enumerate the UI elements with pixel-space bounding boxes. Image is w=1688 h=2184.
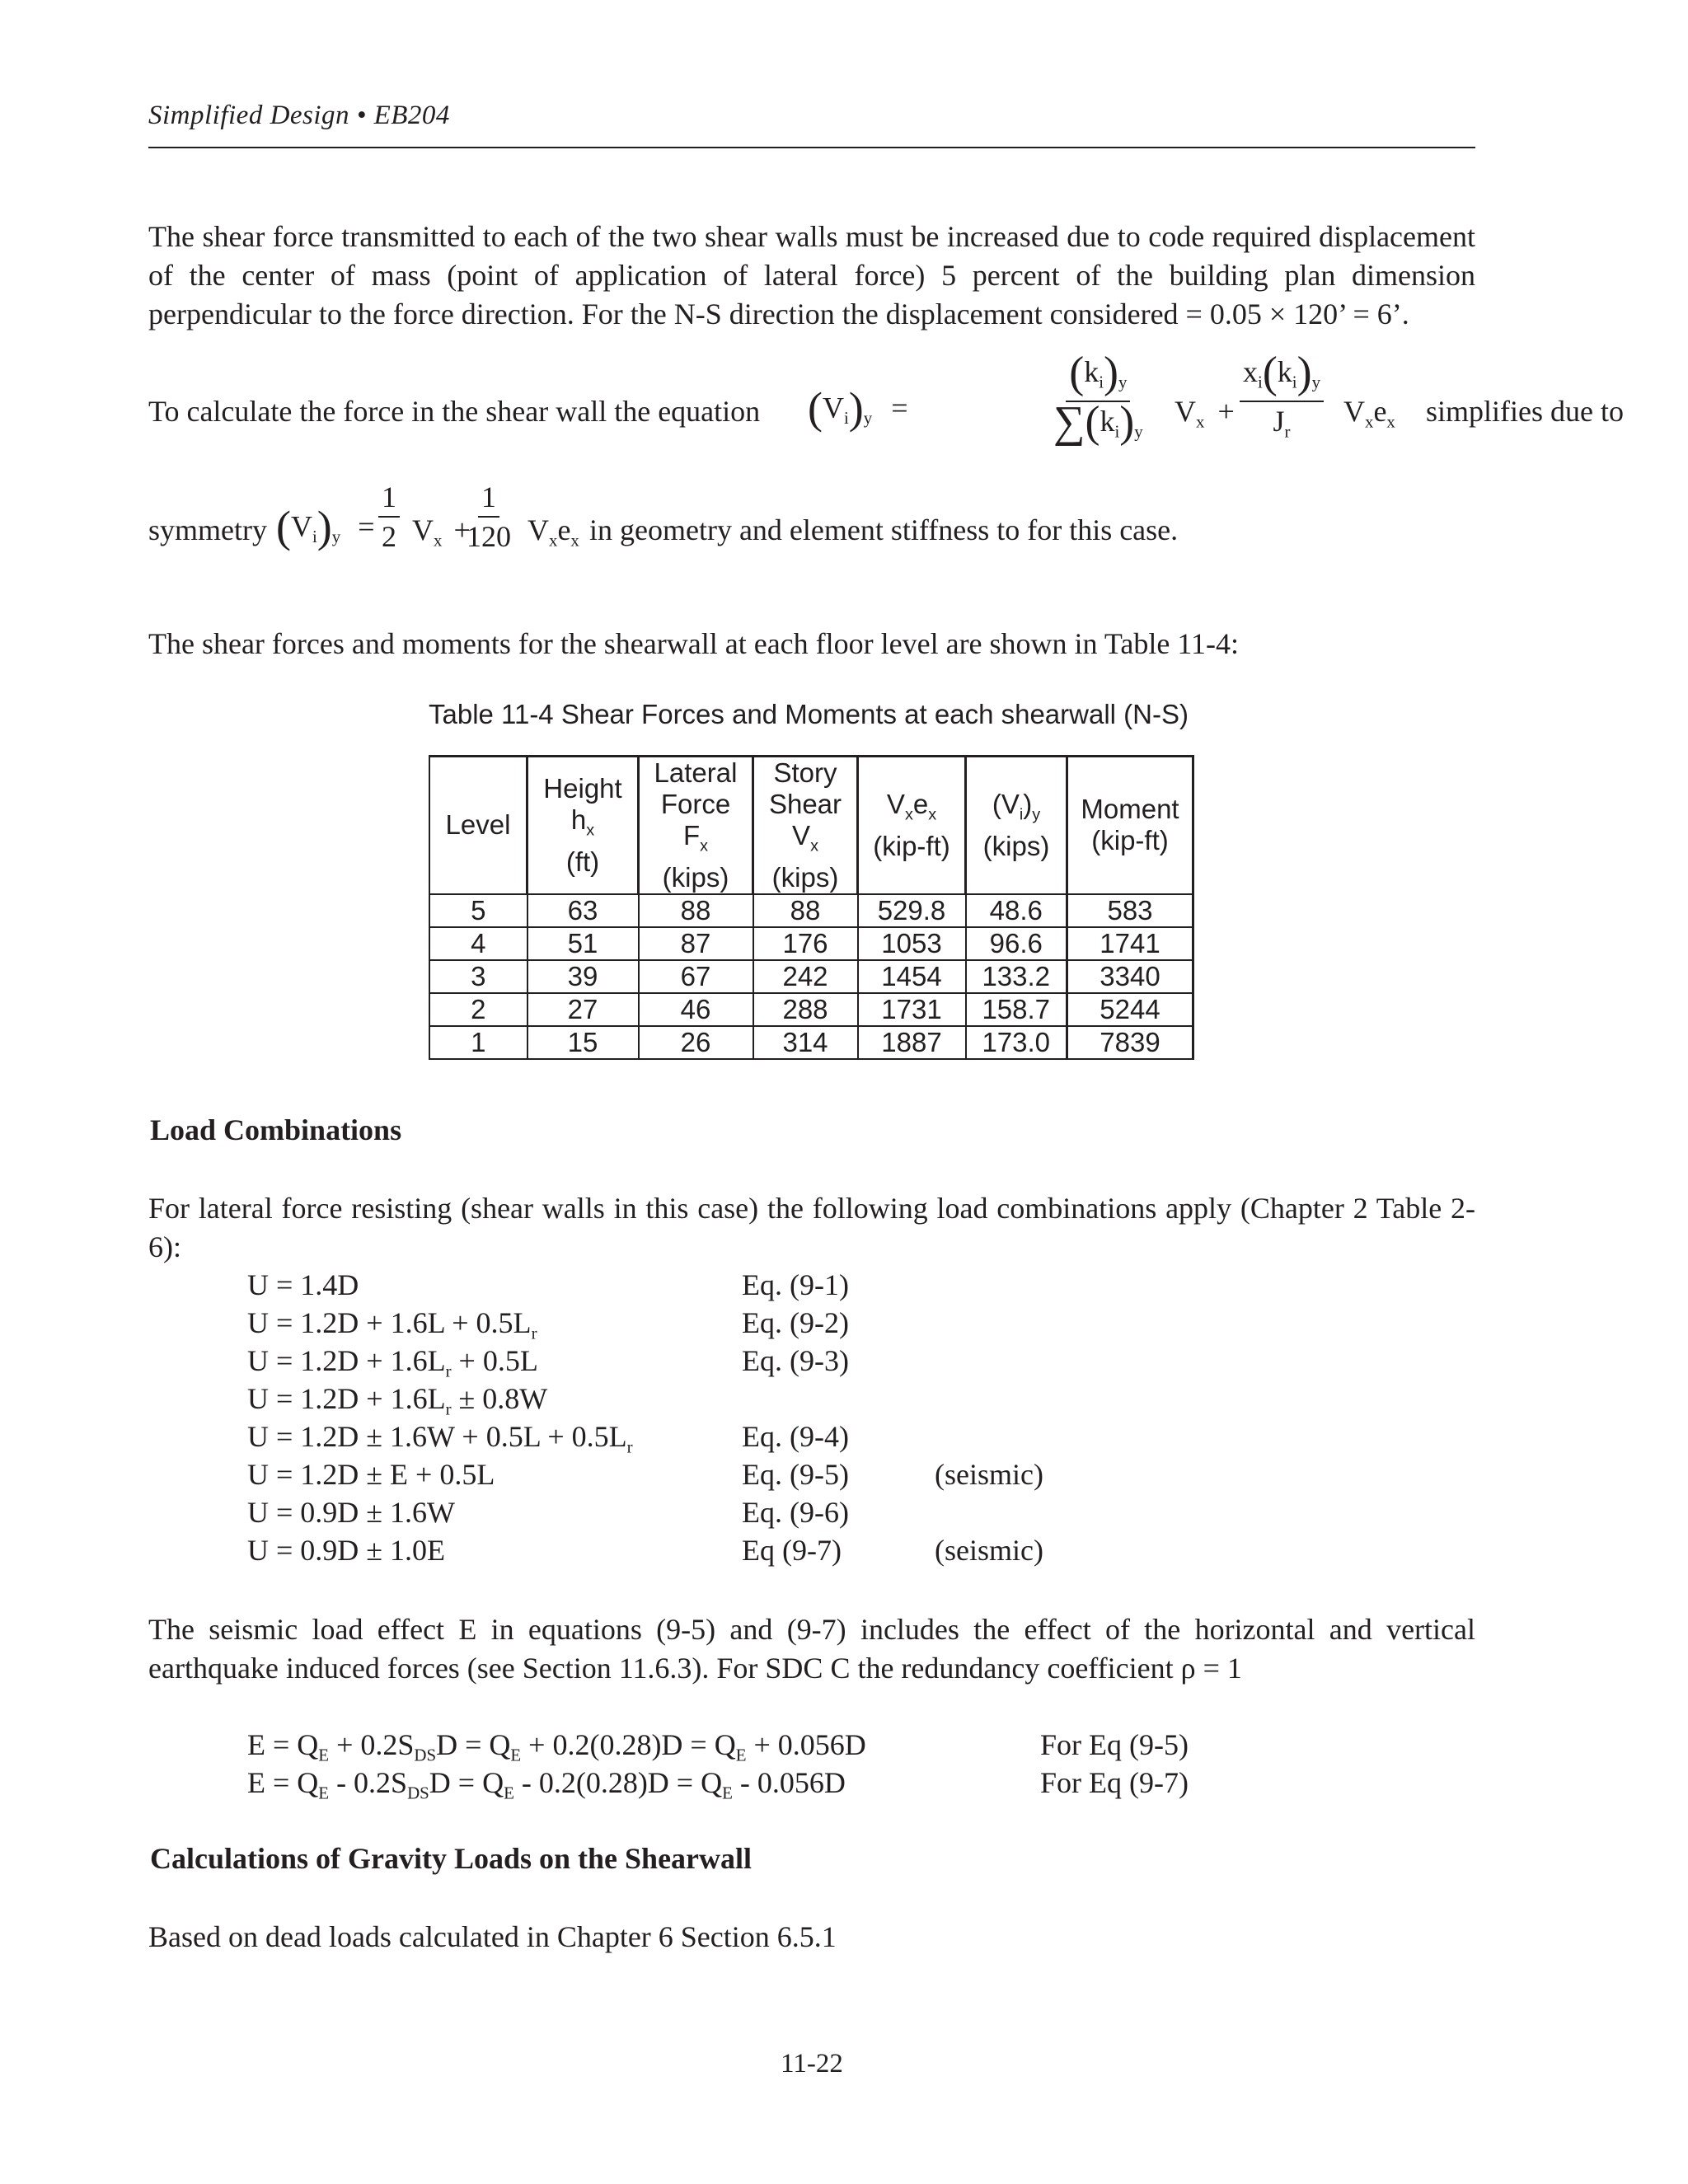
paren: (	[808, 383, 823, 433]
vxex-term	[1343, 394, 1395, 432]
load-combinations-heading: Load Combinations	[150, 1113, 402, 1146]
paren: )	[1119, 396, 1135, 447]
intro-paragraph	[148, 218, 1475, 334]
symbol-v: V	[290, 509, 312, 543]
sum-symbol: ∑	[1053, 396, 1085, 447]
numerator: 1	[478, 478, 499, 518]
cell-height: 15	[528, 1026, 639, 1059]
cell-lateral-force: 46	[639, 993, 753, 1026]
gravity-loads-text: Based on dead loads calculated in Chapter 6 Section 6.5.1	[148, 1920, 837, 1953]
header-lateral-force: Lateral Force $F_x$ (kips)	[639, 757, 753, 894]
gravity-loads-heading: Calculations of Gravity Loads on the Shearwall	[150, 1842, 753, 1875]
table-header-row	[429, 757, 1193, 894]
numerator: 1	[378, 478, 400, 518]
fraction-torsion	[1236, 347, 1327, 451]
paren: (	[1069, 347, 1085, 397]
table-row	[429, 1026, 1193, 1059]
fraction-half	[375, 478, 403, 555]
cell-story-shear: 242	[753, 960, 858, 993]
sub-i: i	[312, 526, 317, 546]
cell-viy: 96.6	[966, 927, 1067, 960]
seismic-equation-ref: For Eq (9-7)	[1040, 1766, 1189, 1799]
cell-story-shear: 88	[753, 894, 858, 927]
table-row	[429, 993, 1193, 1026]
cell-moment: 583	[1067, 894, 1193, 927]
table-row	[429, 894, 1193, 927]
sub-i: i	[1099, 372, 1104, 392]
cell-height: 27	[528, 993, 639, 1026]
cell-vxex: 1731	[858, 993, 966, 1026]
symbol-k: k	[1084, 355, 1100, 388]
cell-viy: 173.0	[966, 1026, 1067, 1059]
load-combo-eq: U = 0.9D ± 1.0E	[247, 1534, 446, 1567]
load-combo-ref: Eq. (9-4)	[742, 1420, 849, 1453]
cell-lateral-force: 67	[639, 960, 753, 993]
symmetry-trailing-text: in geometry and element stiffness to for this case.	[589, 513, 1179, 546]
sub-y: y	[1311, 372, 1321, 392]
sub-i: i	[843, 407, 849, 428]
seismic-line-2: earthquake induced forces (see Section 11.6.3). For SDC C the redundancy coefficient ρ = 1	[148, 1652, 1242, 1685]
cell-lateral-force: 26	[639, 1026, 753, 1059]
cell-moment: 3340	[1067, 960, 1193, 993]
paren: (	[276, 502, 291, 551]
sub-x: x	[1365, 411, 1374, 432]
table-row	[429, 960, 1193, 993]
shear-forces-table	[429, 755, 1194, 1060]
header-vxex: $V_xe_x$ (kip-ft)	[858, 757, 966, 894]
cell-story-shear: 314	[753, 1026, 858, 1059]
seismic-paragraph	[148, 1610, 1475, 1688]
header-rule	[148, 147, 1475, 148]
symbol-v: V	[822, 391, 844, 424]
header-viy: $(V_i)_y$ (kips)	[966, 757, 1067, 894]
symmetry-equation-row	[148, 478, 1475, 569]
load-combo-eq: U = 1.4D	[247, 1268, 359, 1301]
fraction-stiffness	[1047, 347, 1150, 451]
equals-sign: =	[891, 391, 908, 424]
seismic-equation: $E = Q_E + 0.2S_{DS}D = Q_E + 0.2(0.28)D = Q_E + 0.056D$	[247, 1728, 866, 1765]
sub-x: x	[570, 530, 579, 551]
sub-x: x	[549, 530, 558, 551]
load-combo-eq: $U = 1.2D + 1.6L_r + 0.5L$	[247, 1344, 538, 1381]
cell-vxex: 1053	[858, 927, 966, 960]
equation-lead-text: To calculate the force in the shear wall the equation	[148, 395, 761, 428]
cell-vxex: 529.8	[858, 894, 966, 927]
cell-moment: 1741	[1067, 927, 1193, 960]
general-equation-row	[148, 347, 1624, 468]
intro-line-1: The shear force transmitted to each of the two shear walls must be increased due to code required displacement	[148, 220, 1475, 253]
symmetry-word: symmetry	[148, 513, 267, 546]
simplified-equation-lhs	[276, 501, 375, 552]
equation-trail-text: simplifies due to	[1426, 395, 1624, 428]
load-combo-ref: Eq. (9-2)	[742, 1306, 849, 1339]
intro-line-2: of the center of mass (point of application of lateral force) 5 percent of the building plan dimension	[148, 259, 1475, 292]
cell-height: 39	[528, 960, 639, 993]
equals-sign: =	[358, 509, 375, 543]
cell-story-shear: 176	[753, 927, 858, 960]
load-combo-note: (seismic)	[935, 1534, 1043, 1567]
header-moment: Moment (kip-ft)	[1067, 757, 1193, 894]
cell-story-shear: 288	[753, 993, 858, 1026]
cell-level: 2	[429, 993, 528, 1026]
symbol-k: k	[1100, 405, 1115, 438]
paren: (	[1262, 347, 1278, 397]
paren: )	[848, 383, 864, 433]
paren: (	[1085, 396, 1100, 447]
cell-vxex: 1887	[858, 1026, 966, 1059]
sub-y: y	[331, 526, 341, 546]
sub-i: i	[1258, 372, 1263, 392]
paren: )	[316, 502, 332, 551]
table-intro: The shear forces and moments for the shearwall at each floor level are shown in Table 11-4:	[148, 627, 1239, 660]
load-combo-note: (seismic)	[935, 1458, 1043, 1491]
sub-x: x	[434, 530, 443, 551]
load-combo-ref: Eq. (9-1)	[742, 1268, 849, 1301]
load-combo-ref: Eq (9-7)	[742, 1534, 842, 1567]
load-combo-ref: Eq. (9-3)	[742, 1344, 849, 1377]
cell-moment: 5244	[1067, 993, 1193, 1026]
cell-height: 63	[528, 894, 639, 927]
header-level: Level	[429, 757, 528, 894]
load-combo-eq: $U = 1.2D + 1.6L + 0.5L_r$	[247, 1306, 537, 1343]
symbol-x: x	[1243, 355, 1258, 388]
vxex-term	[528, 513, 579, 551]
paren: )	[1104, 347, 1119, 397]
sub-x: x	[1386, 411, 1395, 432]
seismic-equation-ref: For Eq (9-5)	[1040, 1728, 1189, 1761]
cell-height: 51	[528, 927, 639, 960]
symbol-k: k	[1277, 355, 1292, 388]
sub-r: r	[1284, 421, 1291, 442]
symbol-v: V	[1343, 395, 1365, 428]
symbol-j: J	[1273, 405, 1285, 438]
plus-sign: +	[453, 513, 471, 546]
cell-moment: 7839	[1067, 1026, 1193, 1059]
load-combo-eq: U = 1.2D ± E + 0.5L	[247, 1458, 495, 1491]
sub-x: x	[1196, 411, 1205, 432]
table-row	[429, 927, 1193, 960]
cell-level: 4	[429, 927, 528, 960]
cell-level: 1	[429, 1026, 528, 1059]
vx-term	[1175, 394, 1235, 432]
plus-sign: +	[1217, 395, 1235, 428]
load-combo-ref: Eq. (9-6)	[742, 1496, 849, 1529]
seismic-equation: $E = Q_E - 0.2S_{DS}D = Q_E - 0.2(0.28)D = Q_E - 0.056D$	[247, 1766, 846, 1803]
sub-y: y	[1134, 421, 1143, 442]
sub-y: y	[863, 407, 873, 428]
symbol-v: V	[528, 513, 549, 546]
paren: )	[1296, 347, 1312, 397]
cell-lateral-force: 87	[639, 927, 753, 960]
symbol-v: V	[1175, 395, 1196, 428]
sub-i: i	[1292, 372, 1297, 392]
denominator: 120	[467, 520, 511, 553]
symbol-v: V	[412, 513, 434, 546]
cell-level: 3	[429, 960, 528, 993]
denominator: 2	[382, 520, 396, 553]
header-story-shear: Story Shear $V_x$ (kips)	[753, 757, 858, 894]
load-combinations-intro: For lateral force resisting (shear walls in this case) the following load combinations apply (Chapter 2 Table 2-6):	[148, 1192, 1475, 1263]
cell-viy: 133.2	[966, 960, 1067, 993]
cell-level: 5	[429, 894, 528, 927]
symbol-e: e	[1373, 395, 1387, 428]
load-combo-eq: U = 0.9D ± 1.6W	[247, 1496, 456, 1529]
intro-line-3: perpendicular to the force direction. For the N-S direction the displacement considered = 0.05 × 120’ = 6’.	[148, 298, 1409, 330]
running-header: Simplified Design • EB204	[148, 101, 450, 130]
symbol-e: e	[557, 513, 571, 546]
general-equation	[808, 382, 920, 434]
fraction-one-twentieth	[460, 478, 518, 555]
cell-vxex: 1454	[858, 960, 966, 993]
page-number: 11-22	[781, 2049, 843, 2079]
table-caption: Table 11-4 Shear Forces and Moments at each shearwall (N-S)	[429, 699, 1189, 729]
load-combo-ref: Eq. (9-5)	[742, 1458, 849, 1491]
cell-viy: 48.6	[966, 894, 1067, 927]
sub-y: y	[1118, 372, 1128, 392]
load-combo-eq: $U = 1.2D + 1.6L_r \pm 0.8W$	[247, 1382, 548, 1419]
sub-i: i	[1114, 421, 1120, 442]
load-combo-eq: $U = 1.2D \pm 1.6W + 0.5L + 0.5L_r$	[247, 1420, 633, 1457]
seismic-line-1: The seismic load effect E in equations (9-5) and (9-7) includes the effect of the horizontal and vertical	[148, 1613, 1475, 1646]
header-height: Height $h_x$ (ft)	[528, 757, 639, 894]
cell-lateral-force: 88	[639, 894, 753, 927]
cell-viy: 158.7	[966, 993, 1067, 1026]
